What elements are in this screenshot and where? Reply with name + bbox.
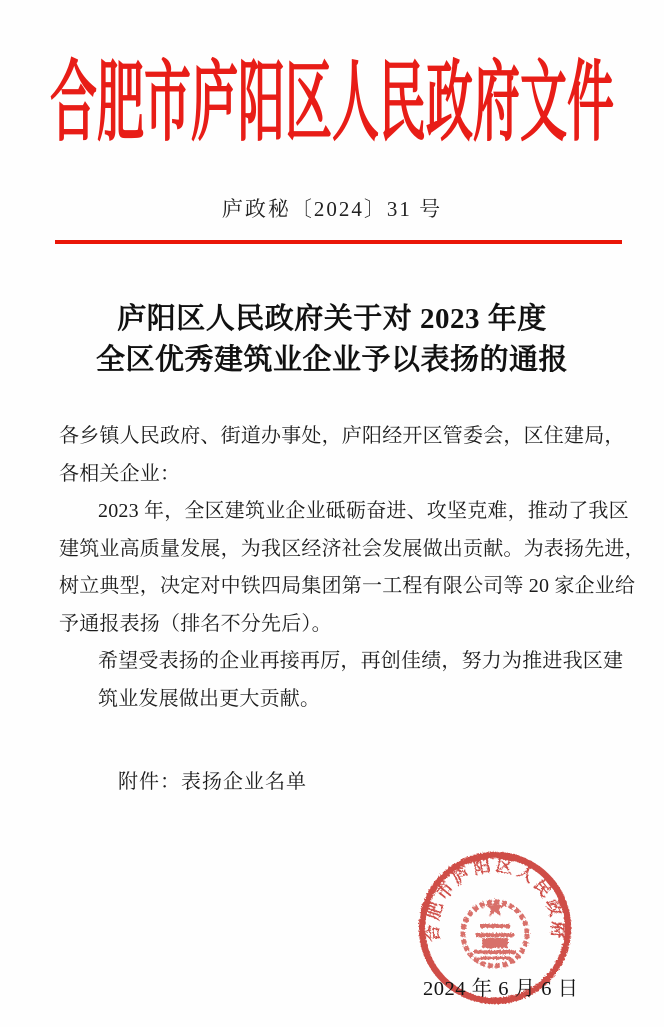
body-line: 树立典型，决定对中铁四局集团第一工程有限公司等 20 家企业给: [59, 575, 636, 597]
title-line-1: 庐阳区人民政府关于对 2023 年度: [117, 303, 547, 335]
document-date: 2024 年 6 月 6 日: [423, 978, 579, 1000]
document-body: [59, 418, 645, 718]
document-masthead: 合肥市庐阳区人民政府文件: [50, 55, 614, 154]
seal-text: 合肥市庐阳区人民政府: [422, 855, 568, 943]
document-title: [0, 299, 664, 381]
body-line: 各乡镇人民政府、街道办事处，庐阳经开区管委会，区住建局，: [59, 425, 625, 447]
title-line-2: 全区优秀建筑业企业予以表扬的通报: [95, 344, 568, 376]
body-line: 各相关企业：: [59, 462, 181, 485]
body-line: 希望受表扬的企业再接再厉，再创佳绩，努力为推进我区建: [98, 650, 624, 672]
attachment-note: 附件：表扬企业名单: [118, 771, 307, 793]
seal-national-emblem-icon: [463, 898, 527, 966]
body-line: 筑业发展做出更大贡献。: [98, 687, 321, 710]
body-line: 建筑业高质量发展，为我区经济社会发展做出贡献。为表扬先进，: [59, 537, 645, 560]
red-divider-line: [55, 240, 622, 244]
body-line: 予通报表扬（排名不分先后）。: [59, 612, 332, 635]
body-line: 2023 年，全区建筑业企业砥砺奋进、攻坚克难，推动了我区: [98, 500, 629, 522]
document-number: 庐政秘〔2024〕31 号: [221, 197, 443, 221]
